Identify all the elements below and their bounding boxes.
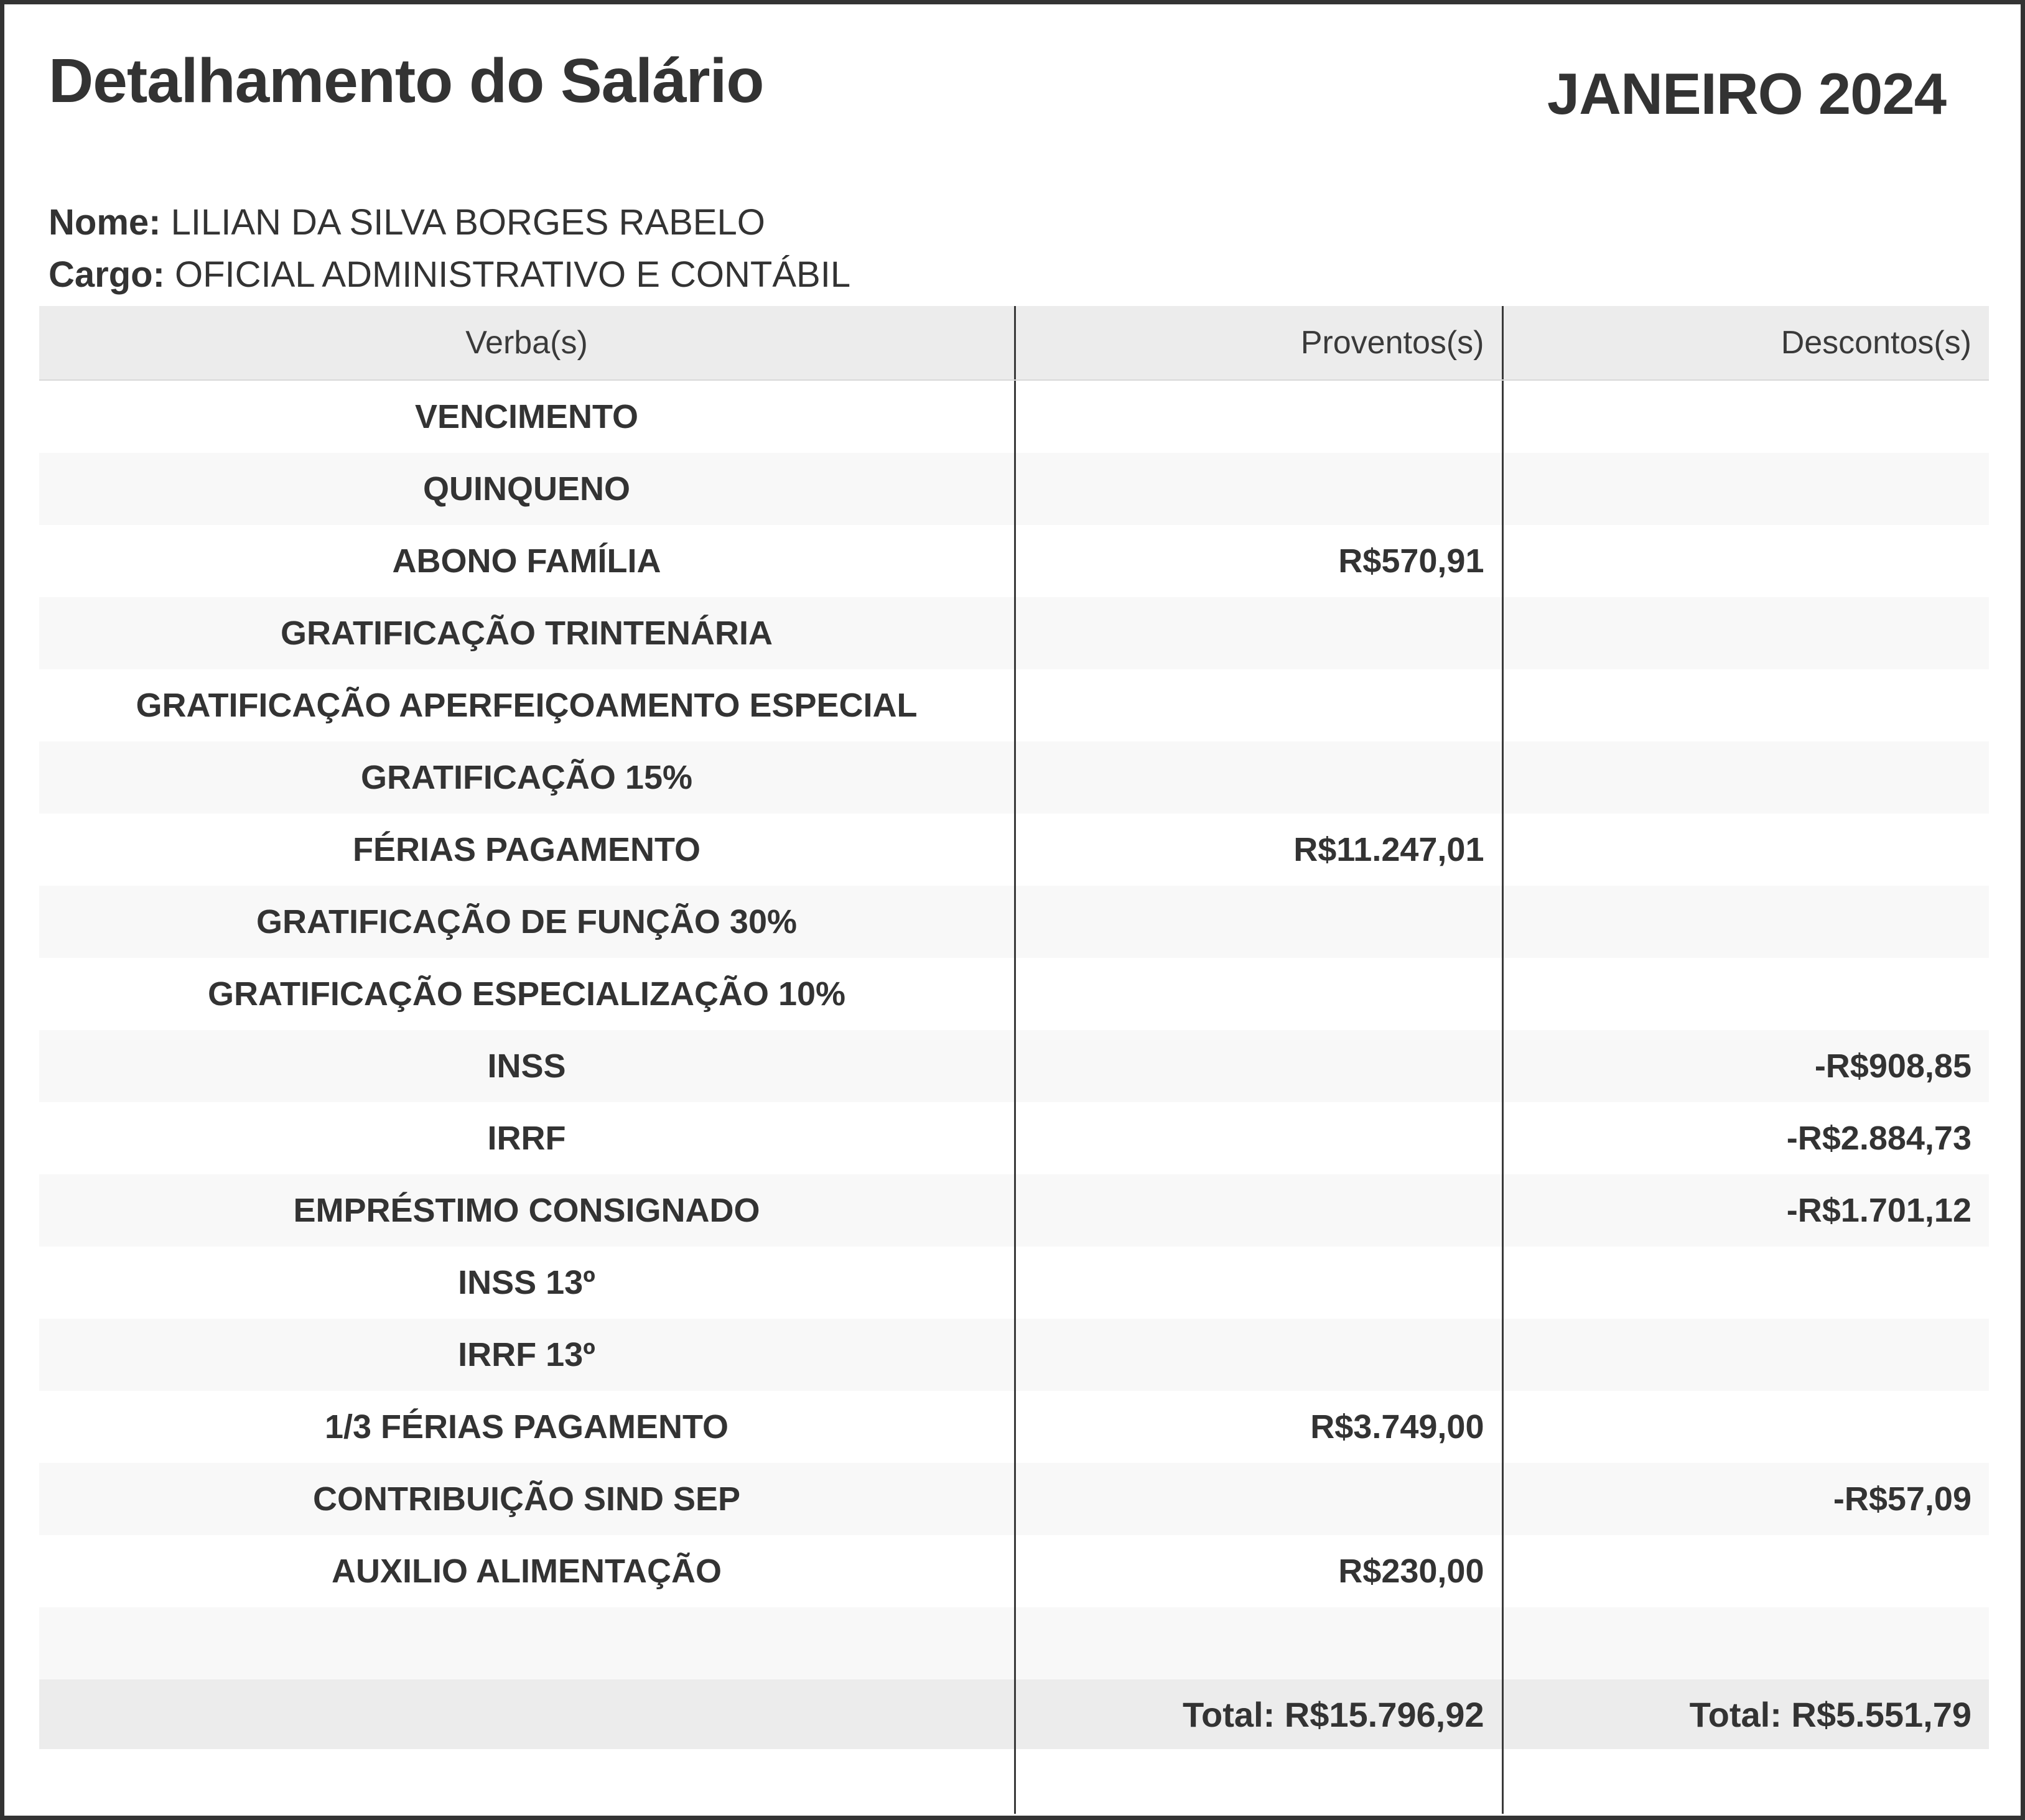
table-row bbox=[39, 453, 1989, 525]
verba-cell: GRATIFICAÇÃO APERFEIÇOAMENTO ESPECIAL bbox=[136, 687, 918, 724]
verba-cell bbox=[39, 1607, 1014, 1679]
table-row bbox=[39, 1535, 1989, 1607]
proventos-cell bbox=[1014, 1607, 1502, 1679]
descontos-cell: -R$1.701,12 bbox=[1502, 1174, 1990, 1247]
period-label: JANEIRO 2024 bbox=[1547, 61, 1946, 126]
table-row bbox=[39, 958, 1989, 1030]
proventos-cell bbox=[1014, 669, 1502, 741]
name-value: LILIAN DA SILVA BORGES RABELO bbox=[170, 202, 765, 243]
proventos-cell bbox=[1014, 741, 1502, 814]
verba-cell: ABONO FAMÍLIA bbox=[392, 542, 661, 580]
proventos-cell bbox=[1014, 1463, 1502, 1535]
table-row bbox=[39, 1030, 1989, 1102]
descontos-cell: -R$908,85 bbox=[1502, 1030, 1990, 1102]
role-label: Cargo: bbox=[49, 254, 165, 295]
filler-proventos-cell bbox=[1014, 1749, 1502, 1814]
verba-cell: VENCIMENTO bbox=[414, 398, 639, 435]
descontos-cell bbox=[1502, 1247, 1990, 1319]
table-filler-row bbox=[39, 1749, 1989, 1814]
descontos-cell bbox=[1502, 1535, 1990, 1607]
total-proventos: Total: R$15.796,92 bbox=[1014, 1679, 1502, 1749]
table-row bbox=[39, 741, 1989, 814]
proventos-cell bbox=[1014, 453, 1502, 525]
proventos-cell: R$3.749,00 bbox=[1014, 1391, 1502, 1463]
employee-name-line bbox=[49, 197, 2021, 249]
proventos-cell bbox=[1014, 958, 1502, 1030]
proventos-cell bbox=[1014, 597, 1502, 669]
table-row bbox=[39, 814, 1989, 886]
verba-cell: AUXILIO ALIMENTAÇÃO bbox=[332, 1553, 722, 1590]
verba-cell: GRATIFICAÇÃO 15% bbox=[360, 759, 693, 796]
table-row bbox=[39, 1463, 1989, 1535]
table-row bbox=[39, 597, 1989, 669]
verba-cell: GRATIFICAÇÃO DE FUNÇÃO 30% bbox=[256, 903, 798, 940]
column-header-descontos: Descontos(s) bbox=[1502, 306, 1990, 379]
table-row bbox=[39, 669, 1989, 741]
proventos-cell bbox=[1014, 381, 1502, 453]
descontos-cell bbox=[1502, 669, 1990, 741]
verba-cell: EMPRÉSTIMO CONSIGNADO bbox=[293, 1192, 760, 1229]
descontos-cell bbox=[1502, 525, 1990, 597]
name-label: Nome: bbox=[49, 202, 161, 243]
descontos-cell bbox=[1502, 597, 1990, 669]
filler-descontos-cell bbox=[1502, 1749, 1990, 1814]
proventos-cell: R$11.247,01 bbox=[1014, 814, 1502, 886]
table-row bbox=[39, 886, 1989, 958]
descontos-cell bbox=[1502, 1607, 1990, 1679]
page-title: Detalhamento do Salário bbox=[49, 46, 764, 116]
proventos-cell bbox=[1014, 1102, 1502, 1174]
descontos-cell bbox=[1502, 886, 1990, 958]
employee-info bbox=[49, 197, 2021, 301]
table-row bbox=[39, 1607, 1989, 1679]
verba-cell: IRRF bbox=[487, 1120, 566, 1157]
proventos-cell bbox=[1014, 1174, 1502, 1247]
verba-cell: INSS bbox=[487, 1047, 566, 1085]
proventos-cell bbox=[1014, 1319, 1502, 1391]
total-descontos: Total: R$5.551,79 bbox=[1502, 1679, 1990, 1749]
salary-detail-page bbox=[4, 4, 2021, 1814]
proventos-cell bbox=[1014, 1030, 1502, 1102]
descontos-cell bbox=[1502, 1319, 1990, 1391]
table-row bbox=[39, 1391, 1989, 1463]
table-row bbox=[39, 1174, 1989, 1247]
table-row bbox=[39, 1247, 1989, 1319]
proventos-cell bbox=[1014, 886, 1502, 958]
table-row bbox=[39, 1319, 1989, 1391]
descontos-cell bbox=[1502, 958, 1990, 1030]
table-row bbox=[39, 381, 1989, 453]
role-value: OFICIAL ADMINISTRATIVO E CONTÁBIL bbox=[175, 254, 851, 295]
column-header-verba: Verba(s) bbox=[465, 325, 588, 361]
verba-cell: IRRF 13º bbox=[458, 1336, 595, 1373]
descontos-cell: -R$2.884,73 bbox=[1502, 1102, 1990, 1174]
proventos-cell: R$570,91 bbox=[1014, 525, 1502, 597]
verba-cell: GRATIFICAÇÃO TRINTENÁRIA bbox=[281, 615, 773, 652]
table-total-row bbox=[39, 1679, 1989, 1749]
salary-table bbox=[39, 306, 1989, 1814]
descontos-cell: -R$57,09 bbox=[1502, 1463, 1990, 1535]
descontos-cell bbox=[1502, 741, 1990, 814]
table-body bbox=[39, 381, 1989, 1679]
table-row bbox=[39, 525, 1989, 597]
verba-cell: FÉRIAS PAGAMENTO bbox=[352, 831, 701, 868]
verba-cell: GRATIFICAÇÃO ESPECIALIZAÇÃO 10% bbox=[207, 975, 846, 1013]
descontos-cell bbox=[1502, 1391, 1990, 1463]
table-row bbox=[39, 1102, 1989, 1174]
total-row-spacer bbox=[39, 1679, 1014, 1749]
page-header bbox=[4, 4, 2021, 126]
descontos-cell bbox=[1502, 381, 1990, 453]
verba-cell: CONTRIBUIÇÃO SIND SEP bbox=[312, 1480, 741, 1518]
verba-cell: INSS 13º bbox=[458, 1264, 595, 1301]
verba-cell: 1/3 FÉRIAS PAGAMENTO bbox=[324, 1408, 729, 1446]
verba-cell: QUINQUENO bbox=[422, 470, 631, 508]
descontos-cell bbox=[1502, 814, 1990, 886]
column-header-proventos: Proventos(s) bbox=[1014, 306, 1502, 379]
proventos-cell bbox=[1014, 1247, 1502, 1319]
table-header-row bbox=[39, 306, 1989, 381]
employee-role-line bbox=[49, 249, 2021, 301]
proventos-cell: R$230,00 bbox=[1014, 1535, 1502, 1607]
descontos-cell bbox=[1502, 453, 1990, 525]
filler-verba-cell bbox=[39, 1749, 1014, 1814]
